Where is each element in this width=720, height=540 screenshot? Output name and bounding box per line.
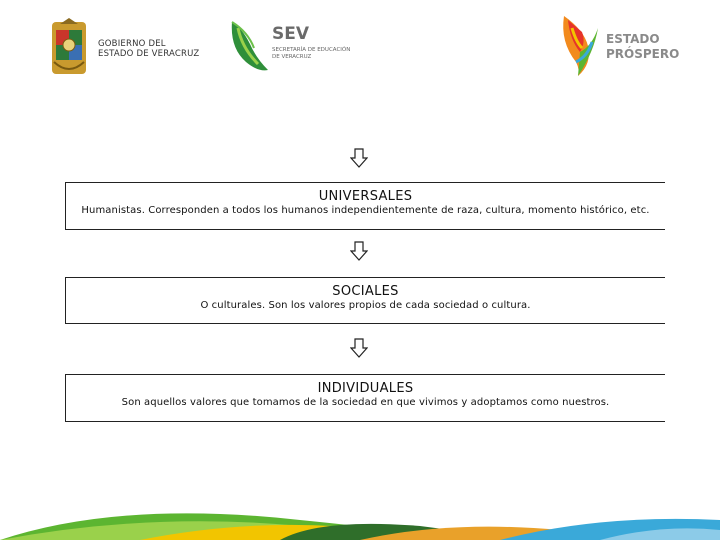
veracruz-seal-icon [46, 18, 92, 78]
values-box-individuales [65, 374, 665, 422]
box-text: Son aquellos valores que tomamos de la sociedad en que vivimos y adoptamos como nuestros. [121, 397, 610, 408]
down-arrow-icon [350, 241, 368, 261]
down-arrow-icon [350, 338, 368, 358]
sev-subtitle [272, 47, 362, 61]
estado-prospero-line1: ESTADO [606, 32, 660, 46]
sev-title: SEV [272, 24, 310, 44]
box-text: Humanistas. Corresponden a todos los humanos independientemente de raza, cultura, momento histórico, etc. [81, 205, 650, 216]
veracruz-logo-text [98, 39, 199, 59]
header [0, 0, 720, 100]
veracruz-line2: ESTADO DE VERACRUZ [98, 49, 200, 59]
sev-line1: SECRETARÍA DE EDUCACIÓN [272, 47, 351, 53]
box-text: O culturales. Son los valores propios de cada sociedad o cultura. [200, 300, 531, 311]
estado-prospero-text [606, 32, 679, 62]
down-arrow-icon [350, 148, 368, 168]
veracruz-government-logo [46, 18, 216, 82]
sev-logo [228, 18, 368, 74]
sev-line2: DE VERACRUZ [272, 54, 312, 60]
estado-prospero-flame-icon [558, 12, 602, 78]
values-box-sociales [65, 277, 665, 324]
veracruz-line1: GOBIERNO DEL [98, 39, 166, 49]
box-title: INDIVIDUALES [317, 381, 414, 396]
box-title: SOCIALES [332, 284, 399, 299]
estado-prospero-line2: PRÓSPERO [606, 47, 680, 61]
box-title: UNIVERSALES [318, 189, 413, 204]
decorative-footer-swoosh [0, 480, 720, 540]
values-box-universales [65, 182, 665, 230]
estado-prospero-logo [558, 12, 688, 78]
sev-leaf-icon [228, 18, 272, 74]
